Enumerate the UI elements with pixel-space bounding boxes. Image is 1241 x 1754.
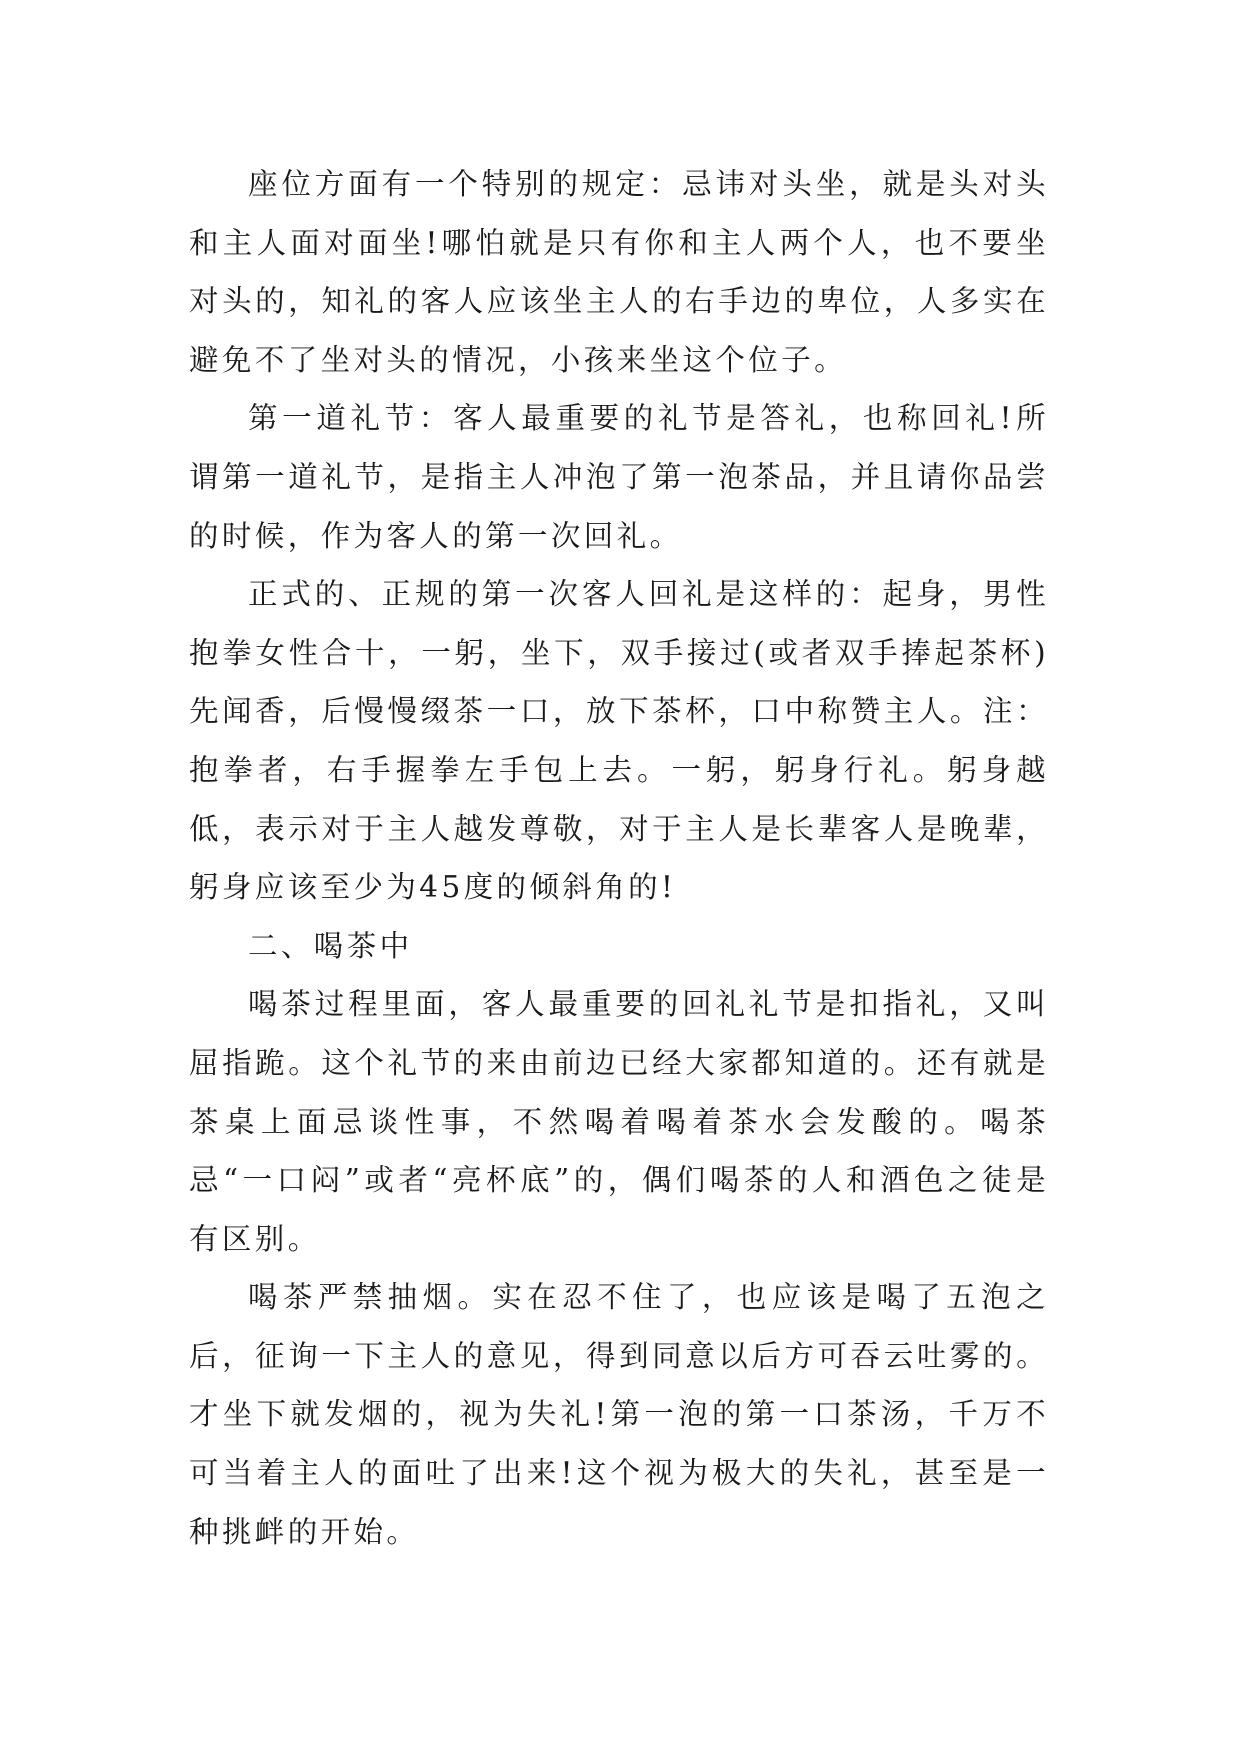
paragraph-first-etiquette: 第一道礼节：客人最重要的礼节是答礼，也称回礼!所谓第一道礼节，是指主人冲泡了第一泡茶品，并且请你品尝的时候，作为客人的第一次回礼。 bbox=[189, 401, 1049, 553]
document-body bbox=[189, 155, 1049, 1561]
paragraph-no-smoking: 喝茶严禁抽烟。实在忍不住了，也应该是喝了五泡之后，征询一下主人的意见，得到同意以后方可吞云吐雾的。才坐下就发烟的，视为失礼!第一泡的第一口茶汤，千万不可当着主人的面吐了出来!这个视为极大的失礼，甚至是一种挑衅的开始。 bbox=[189, 1280, 1049, 1549]
paragraph-finger-tap-etiquette: 喝茶过程里面，客人最重要的回礼礼节是扣指礼，又叫屈指跪。这个礼节的来由前边已经大家都知道的。还有就是茶桌上面忌谈性事，不然喝着喝着茶水会发酸的。喝茶忌“一口闷”或者“亮杯底”的，偶们喝茶的人和酒色之徒是有区别。 bbox=[189, 987, 1049, 1256]
paragraph-seating-rule: 座位方面有一个特别的规定：忌讳对头坐，就是头对头和主人面对面坐!哪怕就是只有你和主人两个人，也不要坐对头的，知礼的客人应该坐主人的右手边的卑位，人多实在避免不了坐对头的情况，小孩来坐这个位子。 bbox=[189, 167, 1049, 377]
paragraph-formal-return-bow: 正式的、正规的第一次客人回礼是这样的：起身，男性抱拳女性合十，一躬，坐下，双手接过(或者双手捧起茶杯)先闻香，后慢慢缀茶一口，放下茶杯，口中称赞主人。注：抱拳者，右手握拳左手包上去。一躬，躬身行礼。躬身越低，表示对于主人越发尊敬，对于主人是长辈客人是晚辈，躬身应该至少为45度的倾斜角的! bbox=[189, 577, 1049, 905]
section-heading-during-tea: 二、喝茶中 bbox=[248, 928, 413, 963]
